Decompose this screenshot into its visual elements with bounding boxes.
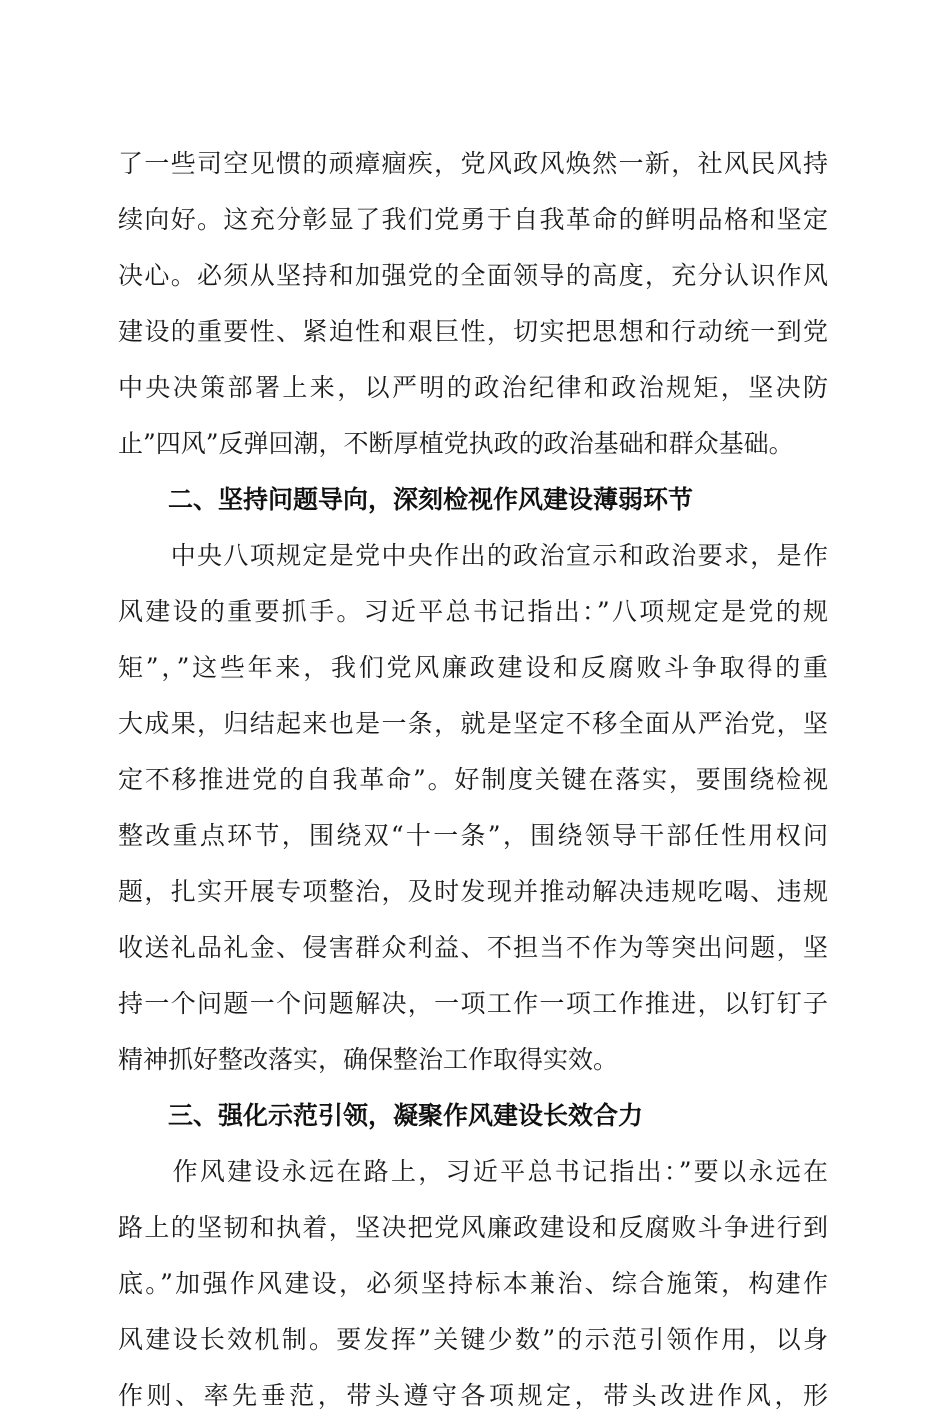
text-line: 作则、率先垂范，带头遵守各项规定，带头改进作风，形 [118, 1381, 828, 1410]
section-heading-2: 二、坚持问题导向，深刻检视作风建设薄弱环节 [168, 485, 694, 514]
text-line: 底。”加强作风建设，必须坚持标本兼治、综合施策，构建作 [118, 1269, 828, 1298]
text-line: 止”四风”反弹回潮，不断厚植党执政的政治基础和群众基础。 [118, 429, 794, 458]
text-line: 中央八项规定是党中央作出的政治宣示和政治要求，是作 [118, 541, 828, 570]
section-heading-3: 三、强化示范引领，凝聚作风建设长效合力 [168, 1101, 644, 1130]
text-line: 整改重点环节，围绕双“十一条”，围绕领导干部任性用权问 [118, 821, 828, 850]
text-line: 风建设的重要抓手。习近平总书记指出：”八项规定是党的规 [118, 597, 828, 626]
text-line: 决心。必须从坚持和加强党的全面领导的高度，充分认识作风 [118, 261, 828, 290]
text-line: 风建设长效机制。要发挥”关键少数”的示范引领作用，以身 [118, 1325, 828, 1354]
text-line: 大成果，归结起来也是一条，就是坚定不移全面从严治党，坚 [118, 709, 828, 738]
text-line: 持一个问题一个问题解决，一项工作一项工作推进，以钉钉子 [118, 989, 828, 1018]
text-line: 路上的坚韧和执着，坚决把党风廉政建设和反腐败斗争进行到 [118, 1213, 828, 1242]
text-line: 定不移推进党的自我革命”。好制度关键在落实，要围绕检视 [118, 765, 828, 794]
text-line: 收送礼品礼金、侵害群众利益、不担当不作为等突出问题，坚 [118, 933, 828, 962]
text-line: 作风建设永远在路上，习近平总书记指出：”要以永远在 [118, 1157, 828, 1186]
text-line: 精神抓好整改落实，确保整治工作取得实效。 [118, 1045, 619, 1074]
document-body [118, 136, 828, 1424]
text-line: 了一些司空见惯的顽瘴痼疾，党风政风焕然一新，社风民风持 [118, 149, 828, 178]
text-line: 中央决策部署上来，以严明的政治纪律和政治规矩，坚决防 [118, 373, 828, 402]
text-line: 续向好。这充分彰显了我们党勇于自我革命的鲜明品格和坚定 [118, 205, 828, 234]
text-line: 题，扎实开展专项整治，及时发现并推动解决违规吃喝、违规 [118, 877, 828, 906]
text-line: 建设的重要性、紧迫性和艰巨性，切实把思想和行动统一到党 [118, 317, 828, 346]
text-line: 矩”，”这些年来，我们党风廉政建设和反腐败斗争取得的重 [118, 653, 828, 682]
